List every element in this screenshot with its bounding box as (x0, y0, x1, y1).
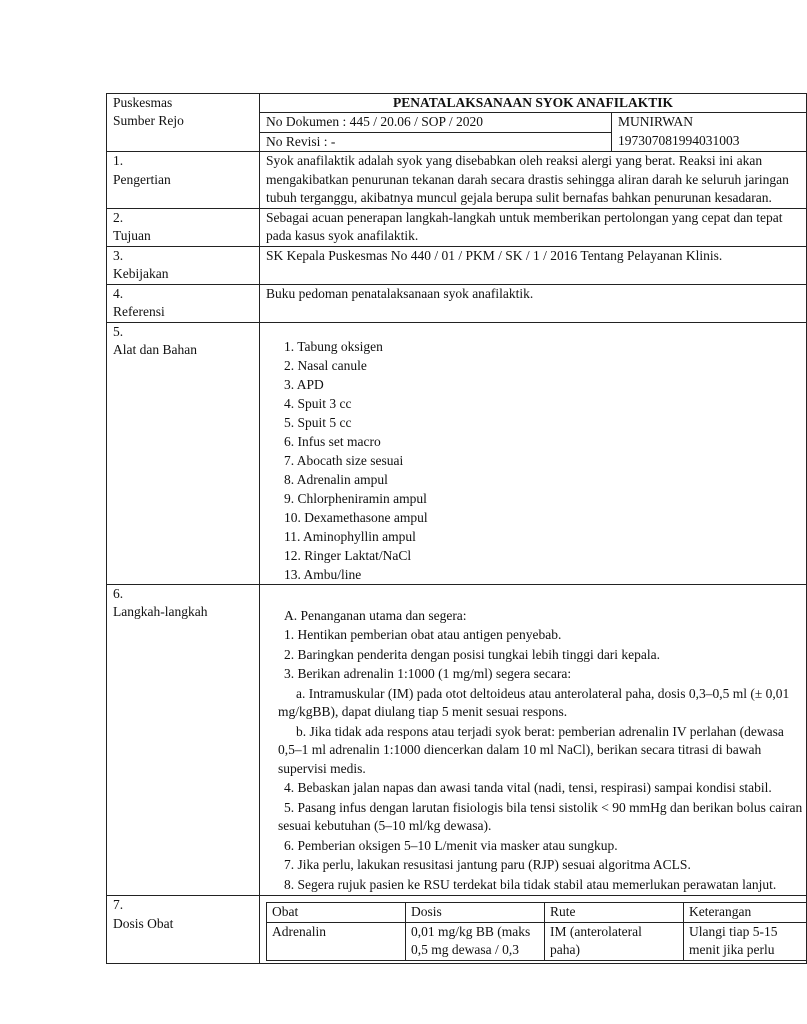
alat-content (260, 322, 807, 584)
text-line: Ulangi tiap 5-15 (689, 923, 778, 939)
section-label: Pengertian (113, 171, 171, 187)
dosis-content (260, 896, 807, 963)
table-row (267, 922, 807, 960)
text-line: a. Intramuskular (IM) pada otot deltoideus atau anterolateral paha, dosis 0,3–0,5 ml (± 0,01 (296, 685, 790, 701)
step-subitem (266, 685, 800, 722)
cell-rute (545, 922, 684, 960)
document-title: PENATALAKSANAAN SYOK ANAFILAKTIK (260, 94, 807, 113)
list-item: 6. Infus set macro (284, 433, 381, 449)
step-item: 8. Segera rujuk pasien ke RSU terdekat bila tidak stabil atau memerlukan perawatan lanjut. (284, 876, 777, 892)
org-cell (107, 94, 260, 152)
section-number: 3. (113, 247, 124, 263)
alat-label-cell (107, 322, 260, 584)
list-item: 4. Spuit 3 cc (284, 395, 352, 411)
dosage-table (266, 902, 807, 960)
list-item: 10. Dexamethasone ampul (284, 509, 428, 525)
tujuan-content (260, 208, 807, 246)
text-line: tubuh terganggu, akibatnya muncul gejala berupa sulit bernafas bahkan penurunan kesadaran. (266, 190, 772, 206)
step-item: 2. Baringkan penderita dengan posisi tungkai lebih tinggi dari kepala. (284, 646, 661, 662)
equipment-list (266, 337, 800, 584)
section-number: 4. (113, 285, 124, 301)
column-header-obat: Obat (267, 903, 406, 922)
text-line: 5. Pasang infus dengan larutan fisiologis bila tensi sistolik < 90 mmHg dan berikan bolus cairan (284, 799, 803, 815)
section-label: Langkah-langkah (113, 604, 208, 620)
text-line: mg/kgBB), dapat diulang tiap 5 menit sesuai respons. (278, 704, 568, 720)
section-number: 7. (113, 897, 124, 913)
kebijakan-label-cell (107, 246, 260, 284)
cell-keterangan (684, 922, 807, 960)
signer-name: MUNIRWAN (618, 114, 694, 130)
section-label: Referensi (113, 304, 165, 320)
step-item: 3. Berikan adrenalin 1:1000 (1 mg/ml) segera secara: (284, 666, 572, 682)
list-item: 9. Chlorpheniramin ampul (284, 490, 427, 506)
list-item: 2. Nasal canule (284, 357, 367, 373)
step-item: 4. Bebaskan jalan napas dan awasi tanda vital (nadi, tensi, respirasi) sampai kondisi stabil. (284, 780, 772, 796)
text-line: IM (anterolateral (550, 923, 642, 939)
section-label: Kebijakan (113, 266, 169, 282)
text-line: sesuai kebutuhan (5–10 ml/kg dewasa). (278, 818, 492, 834)
section-number: 1. (113, 153, 124, 169)
pengertian-content (260, 152, 807, 208)
text-line: 0,5–1 ml adrenalin 1:1000 diencerkan dalam 10 ml NaCl), berikan secara titrasi di bawah (278, 742, 762, 758)
step-item: 7. Jika perlu, lakukan resusitasi jantung paru (RJP) sesuai algoritma ACLS. (284, 857, 691, 873)
table-header-row (267, 903, 807, 922)
text-line: mengakibatkan penurunan tekanan darah secara drastis sehingga aliran darah ke seluruh jaringan (266, 171, 789, 187)
section-number: 5. (113, 323, 124, 339)
step-subitem (266, 723, 800, 778)
revision-number: No Revisi : - (260, 132, 612, 151)
section-label: Alat dan Bahan (113, 342, 197, 358)
langkah-content (260, 584, 807, 895)
dosis-label-cell (107, 896, 260, 963)
text-line: 0,5 mg dewasa / 0,3 (411, 942, 519, 958)
list-item: 3. APD (284, 376, 324, 392)
list-item: 5. Spuit 5 cc (284, 414, 352, 430)
column-header-dosis: Dosis (406, 903, 545, 922)
text-line: Sebagai acuan penerapan langkah-langkah untuk memberikan pertolongan yang cepat dan tepat (266, 209, 783, 225)
pengertian-label-cell (107, 152, 260, 208)
column-header-rute: Rute (545, 903, 684, 922)
list-item: 1. Tabung oksigen (284, 338, 383, 354)
section-number: 2. (113, 209, 124, 225)
step-item (266, 799, 803, 836)
sop-table (106, 93, 807, 964)
org-name: Puskesmas (113, 95, 173, 110)
text-line: menit jika perlu (689, 942, 775, 958)
langkah-label-cell (107, 584, 260, 895)
list-item: 11. Aminophyllin ampul (284, 528, 416, 544)
cell-dosis (406, 922, 545, 960)
column-header-keterangan: Keterangan (684, 903, 807, 922)
signer-cell (612, 113, 807, 152)
text-line: b. Jika tidak ada respons atau terjadi syok berat: pemberian adrenalin IV perlahan (dewasa (296, 723, 784, 739)
text-line: paha) (550, 942, 580, 958)
step-item: 1. Hentikan pemberian obat atau antigen penyebab. (284, 627, 562, 643)
list-item: 13. Ambu/line (284, 566, 362, 582)
step-item: 6. Pemberian oksigen 5–10 L/menit via masker atau sungkup. (284, 837, 618, 853)
kebijakan-content: SK Kepala Puskesmas No 440 / 01 / PKM / SK / 1 / 2016 Tentang Pelayanan Klinis. (260, 246, 807, 284)
tujuan-label-cell (107, 208, 260, 246)
org-location: Sumber Rejo (113, 113, 184, 129)
list-item: 12. Ringer Laktat/NaCl (284, 547, 412, 563)
referensi-label-cell (107, 284, 260, 322)
signer-nip: 197307081994031003 (618, 132, 740, 148)
text-line: supervisi medis. (278, 760, 366, 776)
step-heading: A. Penanganan utama dan segera: (284, 607, 467, 623)
text-line: pada kasus syok anafilaktik. (266, 228, 419, 244)
section-label: Tujuan (113, 228, 151, 244)
section-number: 6. (113, 585, 124, 601)
list-item: 7. Abocath size sesuai (284, 452, 404, 468)
referensi-content: Buku pedoman penatalaksanaan syok anafilaktik. (260, 284, 807, 322)
text-line: 0,01 mg/kg BB (maks (411, 923, 531, 939)
cell-obat: Adrenalin (267, 922, 406, 960)
text-line: Syok anafilaktik adalah syok yang disebabkan oleh reaksi alergi yang berat. Reaksi ini akan (266, 153, 763, 169)
section-label: Dosis Obat (113, 915, 174, 931)
document-number: No Dokumen : 445 / 20.06 / SOP / 2020 (260, 113, 612, 132)
list-item: 8. Adrenalin ampul (284, 471, 388, 487)
